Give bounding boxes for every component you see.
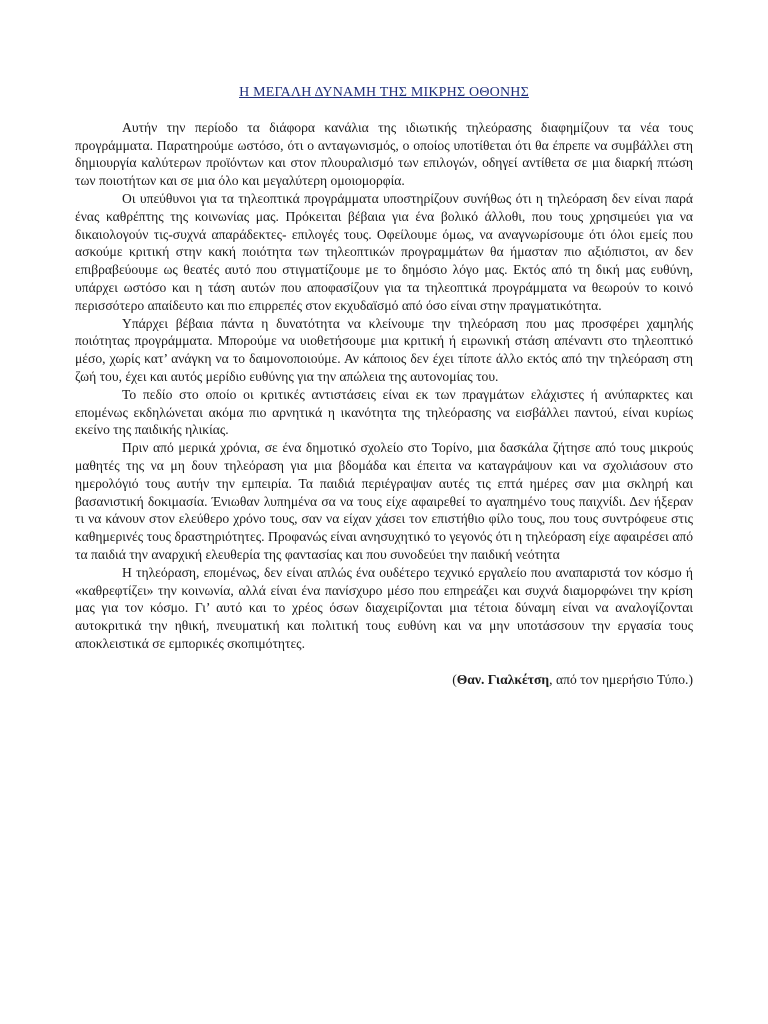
paragraph-6: Η τηλεόραση, επομένως, δεν είναι απλώς ένα ουδέτερο τεχνικό εργαλείο που αναπαριστά τον κόσμο ή «καθρεφτίζει» την κοινωνία, αλλά είναι ένα πανίσχυρο μέσο που επηρεάζει και συχνά διαμορφώνει την κρίση μας για τον κόσμο. Γι’ αυτό και το χρέος όσων διαχειρίζονται μια τέτοια δύναμη είναι να αναλογίζονται αυτοκριτικά την ηθική, πνευματική και πολιτική τους ευθύνη και να μην υποτάσσουν την εργασία τους αποκλειστικά σε εμπορικές σκοπιμότητες. bbox=[75, 564, 693, 651]
source-text: , από τον ημερήσιο Τύπο.) bbox=[549, 671, 693, 687]
signature-line bbox=[75, 671, 693, 689]
paragraph-4: Το πεδίο στο οποίο οι κριτικές αντιστάσεις είναι εκ των πραγμάτων ελάχιστες ή ανύπαρκτες και επομένως εκδηλώνεται ακόμα πιο αρνητικά η ικανότητα της τηλεόρασης να εισβάλλει παντού, είναι κυρίως εκείνο της παιδικής ηλικίας. bbox=[75, 386, 693, 438]
author-name: Θαν. Γιαλκέτση bbox=[456, 671, 550, 687]
paragraph-2: Οι υπεύθυνοι για τα τηλεοπτικά προγράμματα υποστηρίζουν συνήθως ότι η τηλεόραση δεν είναι παρά ένας καθρέπτης της κοινωνίας μας. Πρόκειται βέβαια για ένα βολικό άλλοθι, που τους χρησιμεύει για να δικαιολογούν τις-συχνά απαράδεκτες- επιλογές τους. Οφείλουμε όμως, να αναγνωρίσουμε ότι όλοι εμείς που ασκούμε κριτική στην κακή ποιότητα των τηλεοπτικών προγραμμάτων θα ήμασταν πιο αξιόπιστοι, αν δεν επιβραβεύουμε ως θεατές αυτό που στιγματίζουμε με το δημόσιο λόγο μας. Εκτός από τη δική μας ευθύνη, υπάρχει ωστόσο και η τάση αυτών που αποφασίζουν για τα τηλεοπτικά προγράμματα να θεωρούν το κοινό περισσότερο απαίδευτο και πιο επιρρεπές στον εκχυδαϊσμό από όσο είναι στην πραγματικότητα. bbox=[75, 190, 693, 313]
paragraph-3: Υπάρχει βέβαια πάντα η δυνατότητα να κλείνουμε την τηλεόραση που μας προσφέρει χαμηλής ποιότητας προγράμματα. Μπορούμε να υιοθετήσουμε μια κριτική ή ειρωνική στάση απέναντι στο τηλεοπτικό μέσο, χωρίς κατ’ ανάγκη να το δαιμονοποιούμε. Αν κάποιος δεν έχει τίποτε άλλο εκτός από την τηλεόραση στη ζωή του, έχει και αυτός μερίδιο ευθύνης για την απώλεια της αυτονομίας του. bbox=[75, 315, 693, 384]
document-page bbox=[75, 84, 693, 689]
paragraph-1: Αυτήν την περίοδο τα διάφορα κανάλια της ιδιωτικής τηλεόρασης διαφημίζουν τα νέα τους προγράμματα. Παρατηρούμε ωστόσο, ότι ο ανταγωνισμός, ο οποίος υποτίθεται ότι θα έπρεπε να συμβάλλει στη δημιουργία καλύτερων προϊόντων και στον πλουραλισμό των επιλογών, οδηγεί αντίθετα σε μια διαρκή πτώση των ποιοτήτων και σε μια όλο και μεγαλύτερη ομοιομορφία. bbox=[75, 119, 693, 189]
paragraph-5: Πριν από μερικά χρόνια, σε ένα δημοτικό σχολείο στο Τορίνο, μια δασκάλα ζήτησε από τους μικρούς μαθητές της να μη δουν τηλεόραση για μια βδομάδα και έπειτα να καταγράψουν και να σχολιάσουν στο ημερολόγιό τους αυτήν την εμπειρία. Τα παιδιά περιέγραψαν αυτές τις επτά ημέρες σαν μια σκληρή και βασανιστική δοκιμασία. Ένιωθαν λυπημένα σα να τους είχε αφαιρεθεί το αγαπημένο τους παιχνίδι. Δεν ήξεραν τι να κάνουν στον ελεύθερο χρόνο τους, σαν να είχαν χάσει τον επιστήθιο φίλο τους, που τους συντρόφευε στις καθημερινές τους δραστηριότητες. Προφανώς είναι ανησυχητικό το γεγονός ότι η τηλεόραση είχε αφαιρέσει από τα παιδιά την αναρχική ελευθερία της φαντασίας και που συνοδεύει την παιδική νεότητα bbox=[75, 440, 693, 562]
signature-open-paren: ( bbox=[452, 671, 457, 687]
document-title: Η ΜΕΓΑΛΗ ΔΥΝΑΜΗ ΤΗΣ ΜΙΚΡΗΣ ΟΘΟΝΗΣ bbox=[239, 85, 529, 100]
